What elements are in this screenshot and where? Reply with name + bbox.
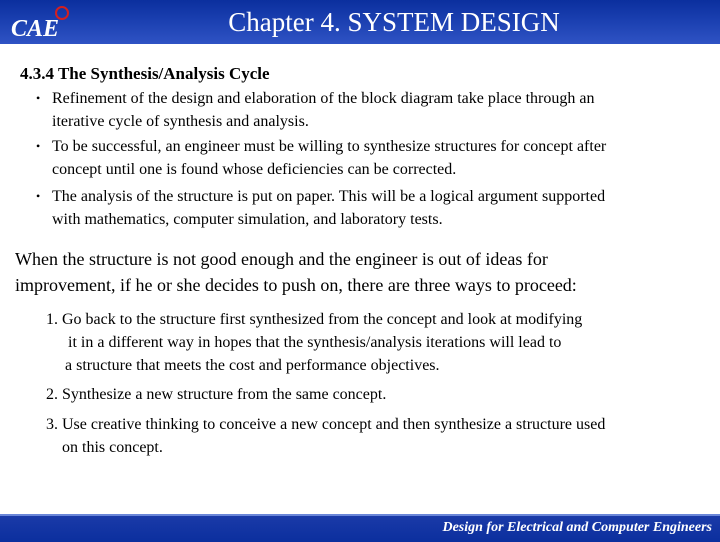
page-title: Chapter 4. SYSTEM DESIGN — [228, 7, 560, 37]
bullet-marker: • — [36, 139, 41, 153]
bullet-marker: • — [36, 189, 41, 203]
numbered-step: 3. Use creative thinking to conceive a new concept and then synthesize a structure used on this concept. — [46, 416, 606, 456]
intro-paragraph: When the structure is not good enough and the engineer is out of ideas for improvement, if he or she decides to push on, there are three ways to proceed: — [15, 249, 577, 295]
bullet-item: • To be successful, an engineer must be willing to synthesize structures for concept after concept until one is found whose deficiencies can be corrected. — [36, 135, 696, 181]
footer-bar — [0, 514, 720, 542]
footer-text: Design for Electrical and Computer Engineers — [442, 520, 712, 535]
numbered-step: 2. Synthesize a new structure from the same concept. — [46, 386, 387, 403]
bullet-marker: • — [36, 91, 41, 105]
bullet-item: • The analysis of the structure is put on paper. This will be a logical argument supported with mathematics, computer simulation, and laboratory tests. — [36, 185, 696, 231]
numbered-step: 1. Go back to the structure first synthesized from the concept and look at modifying it in a different way in hopes that the synthesis/analysis iterations will lead to a structure that meets the cost and performance objectives. — [46, 311, 583, 374]
svg-text:CAE: CAE — [11, 16, 60, 42]
header-bar — [0, 0, 720, 44]
section-heading: 4.3.4 The Synthesis/Analysis Cycle — [20, 64, 270, 83]
bullet-item: • Refinement of the design and elaboration of the block diagram take place through an iterative cycle of synthesis and analysis. — [36, 87, 696, 133]
